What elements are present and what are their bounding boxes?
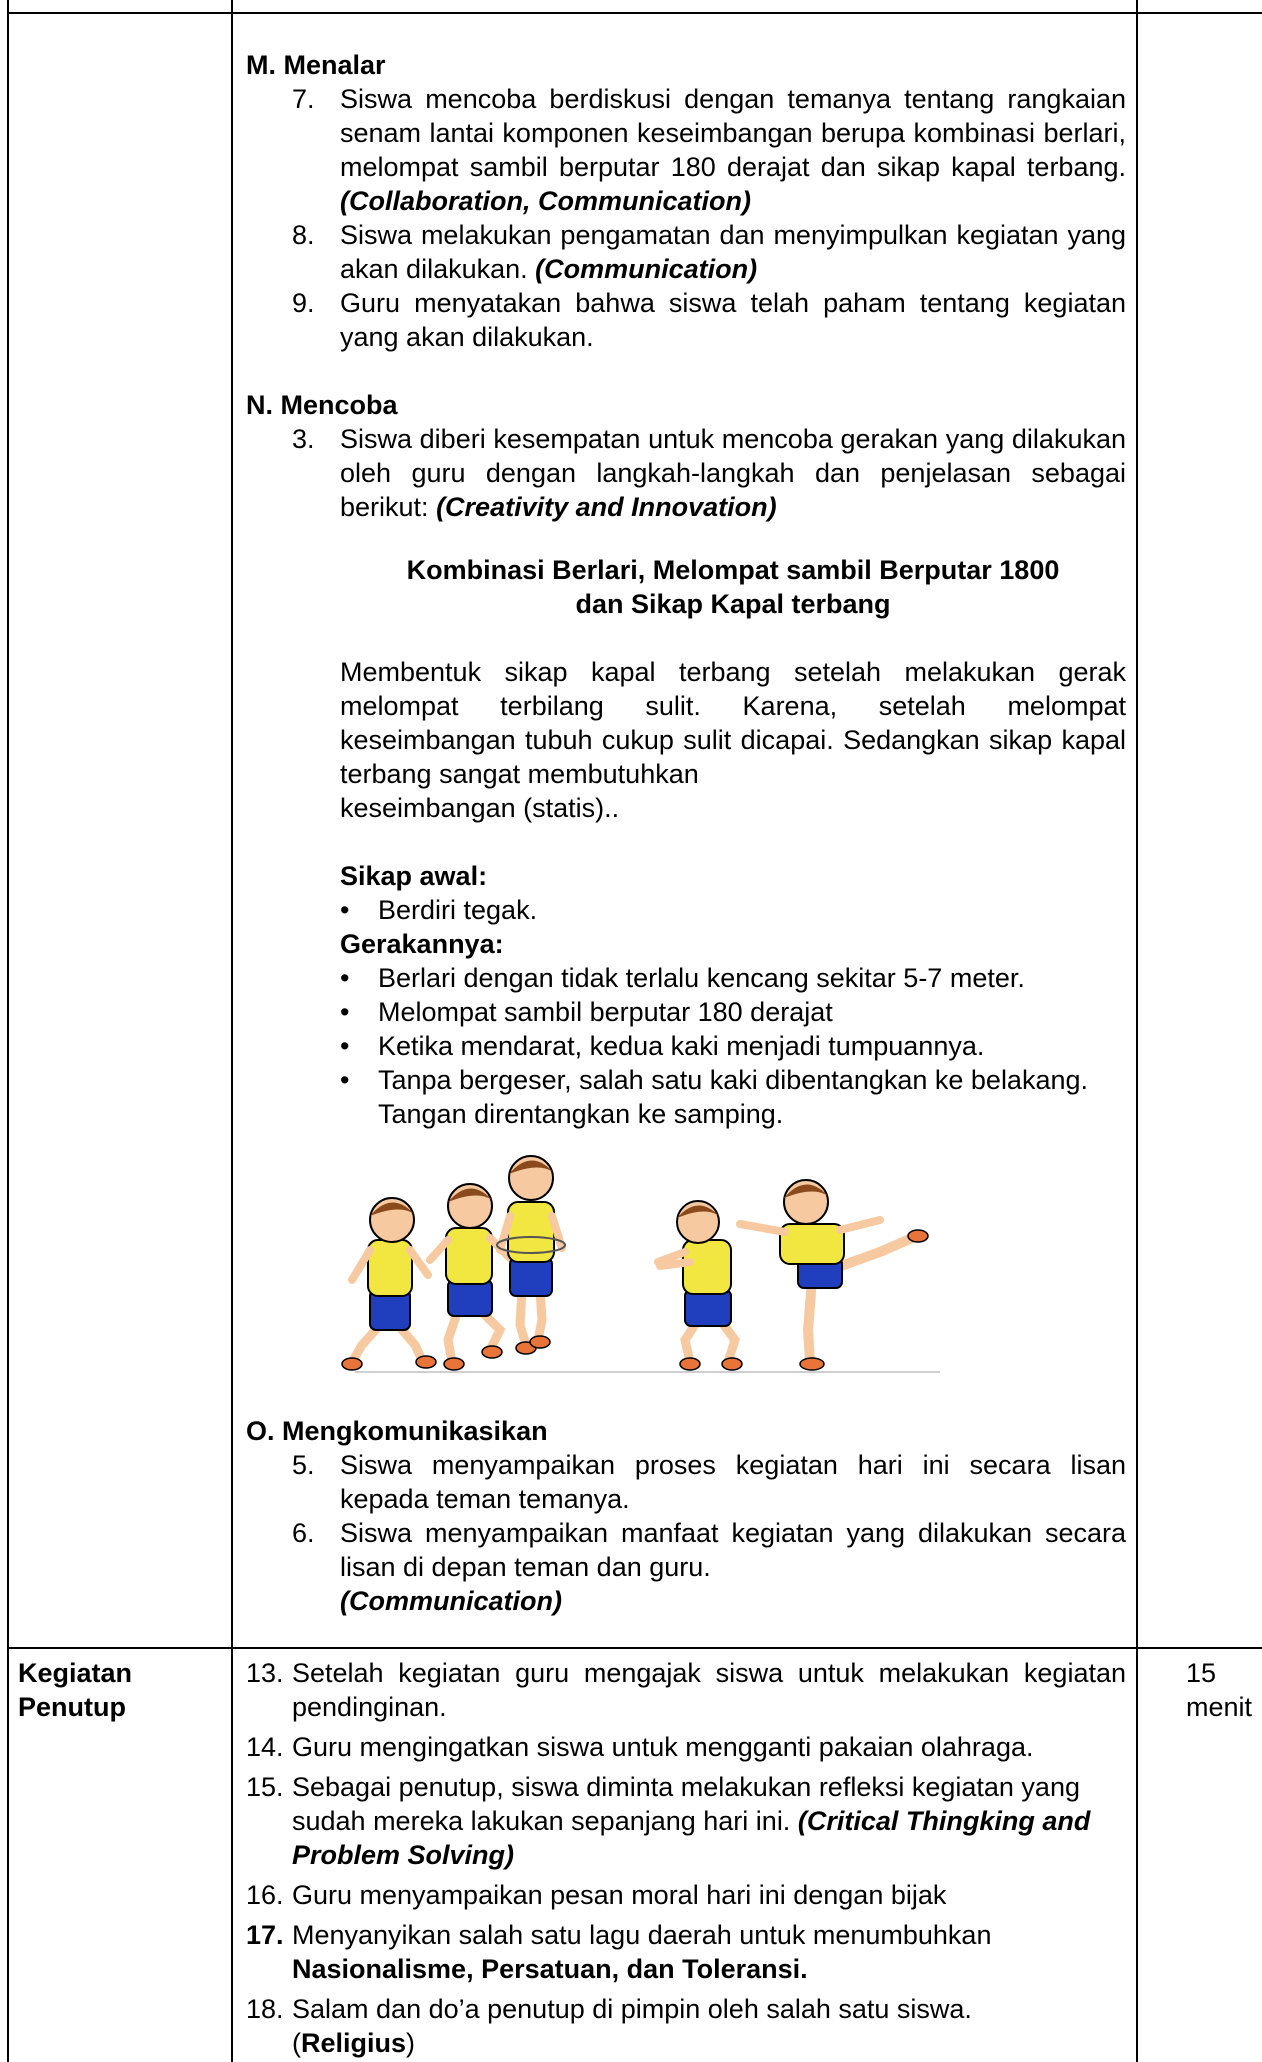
airplane-pose-kid-figure-5 xyxy=(740,1180,928,1370)
time-unit: menit xyxy=(1186,1692,1253,1722)
list-number: 3. xyxy=(292,424,315,454)
skill-tag: (Critical Thingking and Problem Solving) xyxy=(292,1806,1091,1870)
list-item xyxy=(246,82,1126,218)
list-item xyxy=(246,422,1126,524)
list-item xyxy=(246,1878,1126,1912)
list-number: 6. xyxy=(292,1518,315,1548)
skill-tag: (Communication) xyxy=(535,254,758,284)
list-item xyxy=(246,1516,1126,1618)
list-item xyxy=(246,1730,1126,1764)
subtitle-line-1: Kombinasi Berlari, Melompat sambil Berputar 1800 xyxy=(406,555,1060,585)
row-label-line-1: Kegiatan xyxy=(18,1658,133,1688)
paragraph-text: Membentuk sikap kapal terbang setelah melakukan gerak melompat terbilang sulit. Karena, setelah melompat keseimbangan tubuh cukup sulit dicapai. Sedangkan sikap kapal terbang sangat membutuhkan xyxy=(340,657,1126,789)
list-text: Siswa diberi kesempatan untuk mencoba gerakan yang dilakukan oleh guru dengan langkah-langkah dan penjelasan sebagai berikut: xyxy=(340,424,1126,522)
subtitle-line-2: dan Sikap Kapal terbang xyxy=(575,589,891,619)
list-number: 7. xyxy=(292,84,315,114)
list-item xyxy=(246,218,1126,286)
values-emphasis: Nasionalisme, Persatuan, dan Toleransi. xyxy=(292,1954,808,1984)
list-text: Guru menyampaikan pesan moral hari ini dengan bijak xyxy=(292,1880,947,1910)
paragraph-end: keseimbangan (statis).. xyxy=(340,793,620,823)
list-number: 13. xyxy=(246,1658,284,1688)
list-item xyxy=(246,1448,1126,1516)
activity-subtitle xyxy=(246,541,1126,621)
skill-tag: (Communication) xyxy=(340,1586,562,1616)
list-number: 9. xyxy=(292,288,315,318)
paren-close: ) xyxy=(406,2028,416,2058)
list-text: Menyanyikan salah satu lagu daerah untuk menumbuhkan xyxy=(292,1920,992,1950)
sikap-awal-label: Sikap awal: xyxy=(340,861,488,891)
list-text: Guru menyatakan bahwa siswa telah paham tentang kegiatan yang akan dilakukan. xyxy=(340,288,1126,352)
closing-activities xyxy=(246,1656,1126,2060)
list-number: 16. xyxy=(246,1880,284,1910)
list-item: • Berlari dengan tidak terlalu kencang sekitar 5-7 meter. xyxy=(340,961,1126,995)
section-o xyxy=(246,1414,1126,1618)
time-allocation xyxy=(1186,1656,1252,1724)
list-text: Salam dan do’a penutup di pimpin oleh salah satu siswa. xyxy=(292,1994,972,2024)
time-value: 15 xyxy=(1186,1658,1217,1688)
gerakan-label: Gerakannya: xyxy=(340,929,504,959)
list-number: 8. xyxy=(292,220,315,250)
table-column-divider-1 xyxy=(231,0,233,2062)
list-number: 18. xyxy=(246,1994,284,2024)
list-item: • Tanpa bergeser, salah satu kaki dibentangkan ke belakang. Tangan direntangkan ke samping. xyxy=(340,1063,1126,1131)
section-o-title: O. Mengkomunikasikan xyxy=(246,1416,548,1446)
list-text: Guru mengingatkan siswa untuk mengganti pakaian olahraga. xyxy=(292,1732,1034,1762)
list-text: Siswa mencoba berdiskusi dengan temanya tentang rangkaian senam lantai komponen keseimbangan berupa kombinasi berlari, melompat sambil berputar 180 derajat dan sikap kapal terbang. xyxy=(340,84,1126,182)
list-item xyxy=(246,1770,1126,1872)
list-text: Siswa melakukan pengamatan dan menyimpulkan kegiatan yang akan dilakukan. xyxy=(340,220,1126,284)
section-n-title: N. Mencoba xyxy=(246,390,398,420)
running-kid-figure-2 xyxy=(430,1184,510,1370)
exercise-illustration xyxy=(340,1140,960,1380)
explanation-paragraph xyxy=(246,655,1126,825)
row1-content xyxy=(246,48,1126,1131)
values-emphasis: Religius xyxy=(301,2028,407,2058)
table-border-top xyxy=(7,12,1262,14)
steps-block xyxy=(246,859,1126,1131)
list-item: • Berdiri tegak. xyxy=(340,893,1126,927)
list-item xyxy=(246,1656,1126,1724)
list-item xyxy=(246,286,1126,354)
list-text: Setelah kegiatan guru mengajak siswa untuk melakukan kegiatan pendinginan. xyxy=(292,1658,1126,1722)
list-text: Sebagai penutup, siswa diminta melakukan refleksi kegiatan yang sudah mereka lakukan sepanjang hari ini. xyxy=(292,1772,1080,1836)
list-number: 5. xyxy=(292,1450,315,1480)
list-text: Siswa menyampaikan manfaat kegiatan yang dilakukan secara lisan di depan teman dan guru. xyxy=(340,1518,1126,1582)
list-text: Siswa menyampaikan proses kegiatan hari ini secara lisan kepada teman temanya. xyxy=(340,1450,1126,1514)
table-column-divider-2 xyxy=(1136,0,1138,2062)
list-item: • Melompat sambil berputar 180 derajat xyxy=(340,995,1126,1029)
list-number: 15. xyxy=(246,1772,284,1802)
list-number: 14. xyxy=(246,1732,284,1762)
running-kid-figure-1 xyxy=(342,1198,436,1370)
landing-kid-figure-4 xyxy=(658,1201,742,1370)
list-item xyxy=(246,1992,1126,2060)
table-row-divider xyxy=(7,1647,1262,1649)
row-label-line-2: Penutup xyxy=(18,1692,126,1722)
skill-tag: (Collaboration, Communication) xyxy=(340,186,751,216)
section-m-title: M. Menalar xyxy=(246,50,386,80)
list-item: • Ketika mendarat, kedua kaki menjadi tumpuannya. xyxy=(340,1029,1126,1063)
row-label xyxy=(18,1656,132,1724)
list-item xyxy=(246,1918,1126,1986)
paren-open: ( xyxy=(292,2028,301,2058)
table-border-left xyxy=(7,0,9,2062)
list-number: 17. xyxy=(246,1920,284,1950)
skill-tag: (Creativity and Innovation) xyxy=(436,492,777,522)
